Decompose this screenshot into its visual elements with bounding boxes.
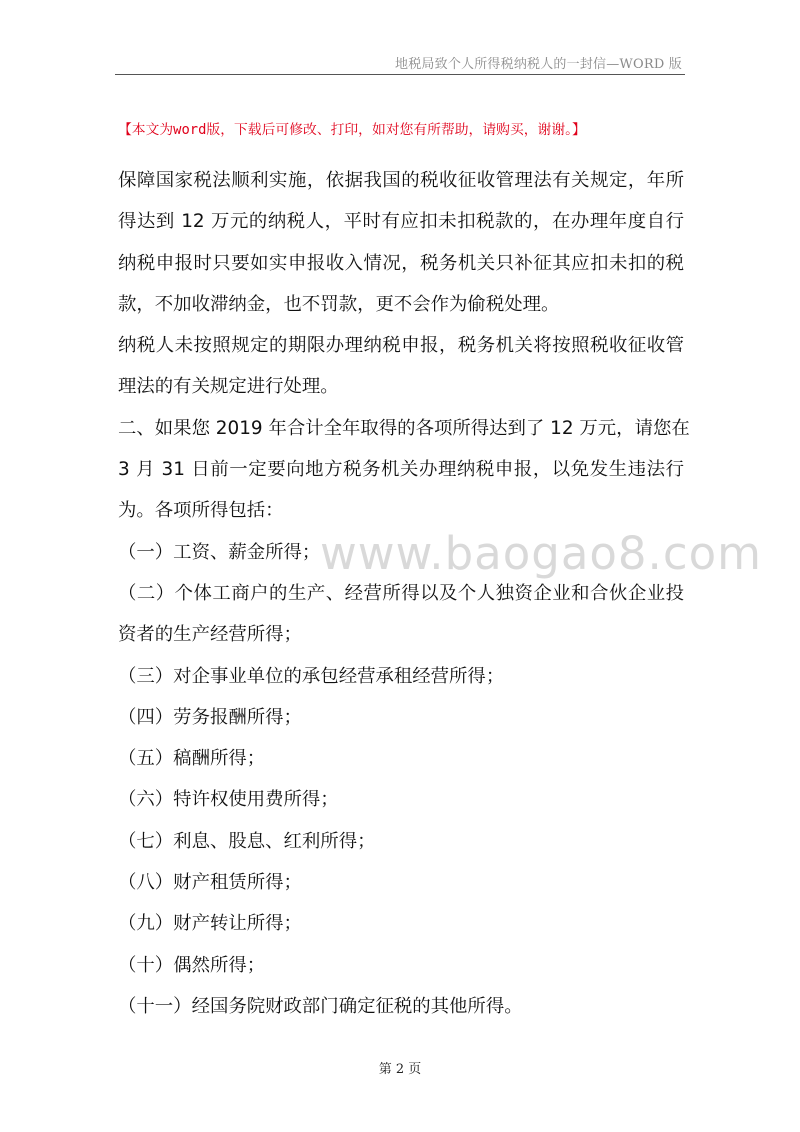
list-item-text: 资者的生产经营所得；	[118, 624, 302, 646]
body-line-text: 3 月 31 日前一定要向地方税务机关办理纳税申报，以免发生违法行	[118, 459, 684, 481]
body-line-text: 纳税人未按照规定的期限办理纳税申报，税务机关将按照税收征收管	[118, 335, 684, 357]
body-line	[118, 243, 684, 284]
list-item-text: （四）劳务报酬所得；	[118, 706, 302, 728]
list-item	[118, 738, 684, 779]
body-line	[118, 201, 684, 242]
page-number: 第 2 页	[378, 1062, 422, 1077]
body-line	[118, 408, 690, 449]
body-line	[118, 449, 684, 490]
list-item	[118, 532, 684, 573]
watermark: www.baogao8.com	[320, 527, 762, 580]
list-item	[118, 862, 684, 903]
list-item-text: （二）个体工商户的生产、经营所得以及个人独资企业和合伙企业投	[118, 582, 684, 604]
body-line-text: 保障国家税法顺利实施，依据我国的税收征收管理法有关规定，年所	[118, 170, 684, 191]
body-line-text: 为。各项所得包括：	[118, 500, 284, 522]
body-line	[118, 366, 684, 407]
body-line-text: 纳税申报时只要如实申报收入情况，税务机关只补征其应扣未扣的税	[118, 252, 684, 274]
list-item	[118, 986, 684, 1027]
list-item-text: （五）稿酬所得；	[118, 748, 266, 770]
body-line	[118, 160, 684, 201]
header-divider	[115, 74, 685, 75]
running-header-title: 地税局致个人所得税纳税人的一封信—WORD 版	[395, 57, 682, 72]
list-item-text: （九）财产转让所得；	[118, 913, 302, 935]
list-item	[118, 821, 684, 862]
download-notice: 【本文为word版，下载后可修改、打印，如对您有所帮助，请购买，谢谢。】	[118, 122, 586, 138]
list-item-text: （十）偶然所得；	[118, 954, 266, 976]
list-item	[118, 945, 684, 986]
body-line-text: 款，不加收滞纳金，也不罚款，更不会作为偷税处理。	[118, 293, 560, 315]
list-item-text: （六）特许权使用费所得；	[118, 789, 339, 811]
list-item-text: （十一）经国务院财政部门确定征税的其他所得。	[118, 995, 523, 1017]
list-item	[118, 697, 684, 738]
body-line	[118, 490, 684, 531]
list-item	[118, 656, 684, 697]
list-item	[118, 903, 684, 944]
list-item	[118, 573, 684, 614]
list-item-text: （三）对企事业单位的承包经营承租经营所得；	[118, 665, 505, 687]
list-item	[118, 614, 684, 655]
list-item-text: （七）利息、股息、红利所得；	[118, 830, 376, 852]
body-line-text: 二、如果您 2019 年合计全年取得的各项所得达到了 12 万元，请您在	[118, 417, 690, 439]
body-line-text: 得达到 12 万元的纳税人，平时有应扣未扣税款的，在办理年度自行	[118, 211, 684, 233]
list-item-text: （八）财产租赁所得；	[118, 872, 302, 894]
body-text	[118, 160, 690, 1027]
list-item	[118, 779, 684, 820]
body-line-text: 理法的有关规定进行处理。	[118, 376, 339, 398]
list-item-text: （一）工资、薪金所得；	[118, 541, 321, 563]
body-line	[118, 325, 684, 366]
body-line	[118, 284, 684, 325]
